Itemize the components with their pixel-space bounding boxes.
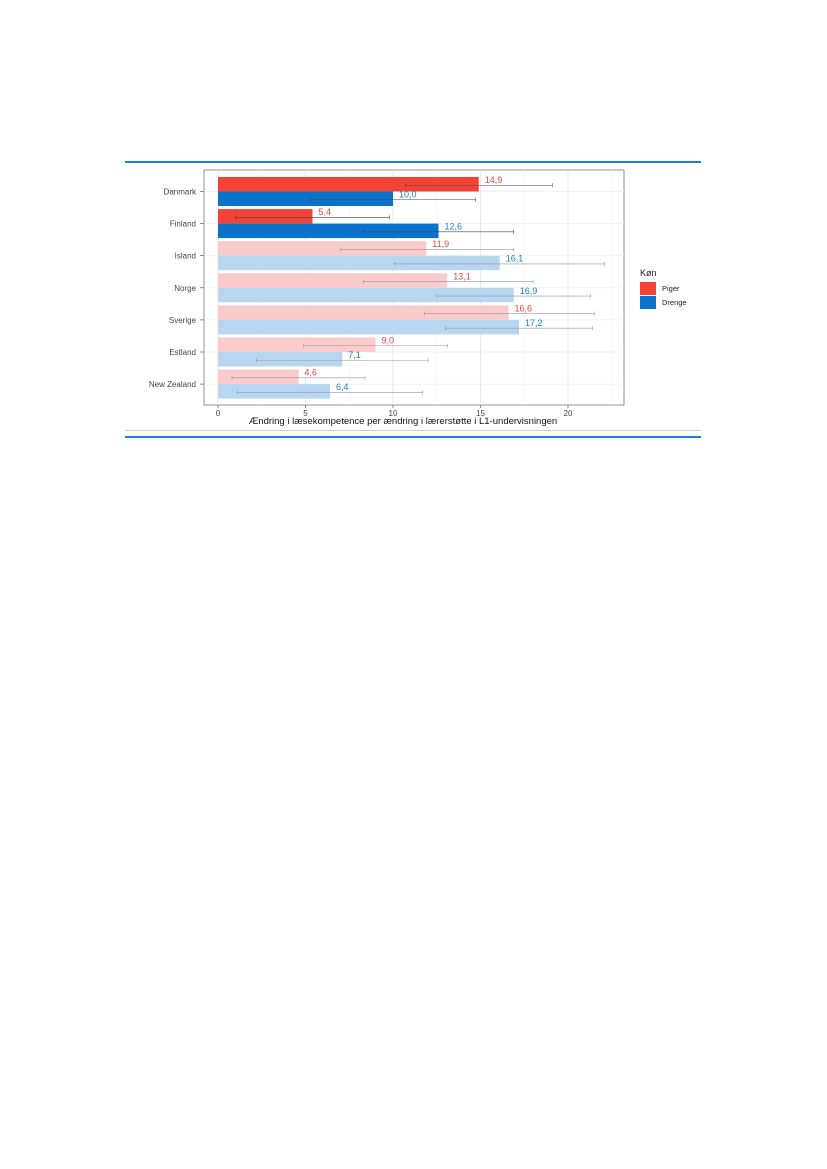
data-label: 7,1 [348, 350, 361, 360]
data-label: 4,6 [304, 367, 318, 378]
bottom-rule [125, 436, 701, 438]
data-label: 16,9 [519, 285, 538, 296]
x-tick-label: 20 [563, 409, 573, 418]
y-label-norge: Norge [174, 283, 196, 293]
data-label: 9,0 [381, 335, 395, 346]
y-label-finland: Finland [169, 219, 196, 229]
bottom-thin-rule [125, 430, 701, 431]
bar-drenge-island [218, 256, 500, 271]
legend-label-piger: Piger [662, 284, 680, 293]
legend-title: Køn [640, 268, 657, 278]
data-label: 12,6 [444, 221, 463, 232]
legend-swatch-drenge [640, 296, 656, 309]
x-tick-label: 0 [215, 409, 221, 418]
bar-piger-norge [218, 273, 447, 288]
y-label-danmark: Danmark [163, 187, 196, 197]
legend [640, 268, 687, 309]
bar-drenge-new-zealand [218, 384, 330, 399]
bar-drenge-sverige [218, 320, 519, 335]
data-label: 10,0 [399, 189, 417, 200]
x-tick-label: 5 [303, 409, 308, 418]
data-label: 16,6 [514, 303, 533, 314]
x-tick-label: 10 [388, 409, 398, 418]
legend-swatch-piger [640, 282, 656, 295]
data-label: 16,1 [505, 253, 524, 264]
bar-drenge-danmark [218, 192, 393, 207]
y-label-island: Island [174, 251, 196, 261]
data-label: 13,1 [453, 271, 471, 282]
legend-label-drenge: Drenge [662, 298, 687, 307]
y-axis-labels [149, 188, 204, 390]
data-label: 14,9 [484, 175, 503, 185]
bar-piger-danmark [218, 177, 479, 192]
bar-piger-island [218, 241, 426, 256]
y-label-new-zealand: New Zealand [148, 380, 196, 390]
bar-piger-sverige [218, 305, 509, 320]
data-label: 6,4 [336, 382, 349, 393]
x-tick-label: 15 [476, 409, 485, 418]
bar-drenge-finland [218, 224, 439, 239]
bar-piger-finland [218, 209, 313, 224]
bar-drenge-estland [218, 352, 342, 367]
x-axis-title: Ændring i læsekompetence per ændring i lærerstøtte i L1-undervisningen [248, 416, 558, 427]
bar-chart [0, 0, 827, 440]
bar-piger-new-zealand [218, 370, 299, 385]
data-label: 17,2 [525, 317, 543, 328]
y-label-sverige: Sverige [168, 315, 196, 325]
data-label: 5,4 [318, 207, 332, 218]
data-label: 11,9 [432, 239, 450, 250]
y-label-estland: Estland [169, 348, 196, 357]
bar-drenge-norge [218, 288, 514, 303]
